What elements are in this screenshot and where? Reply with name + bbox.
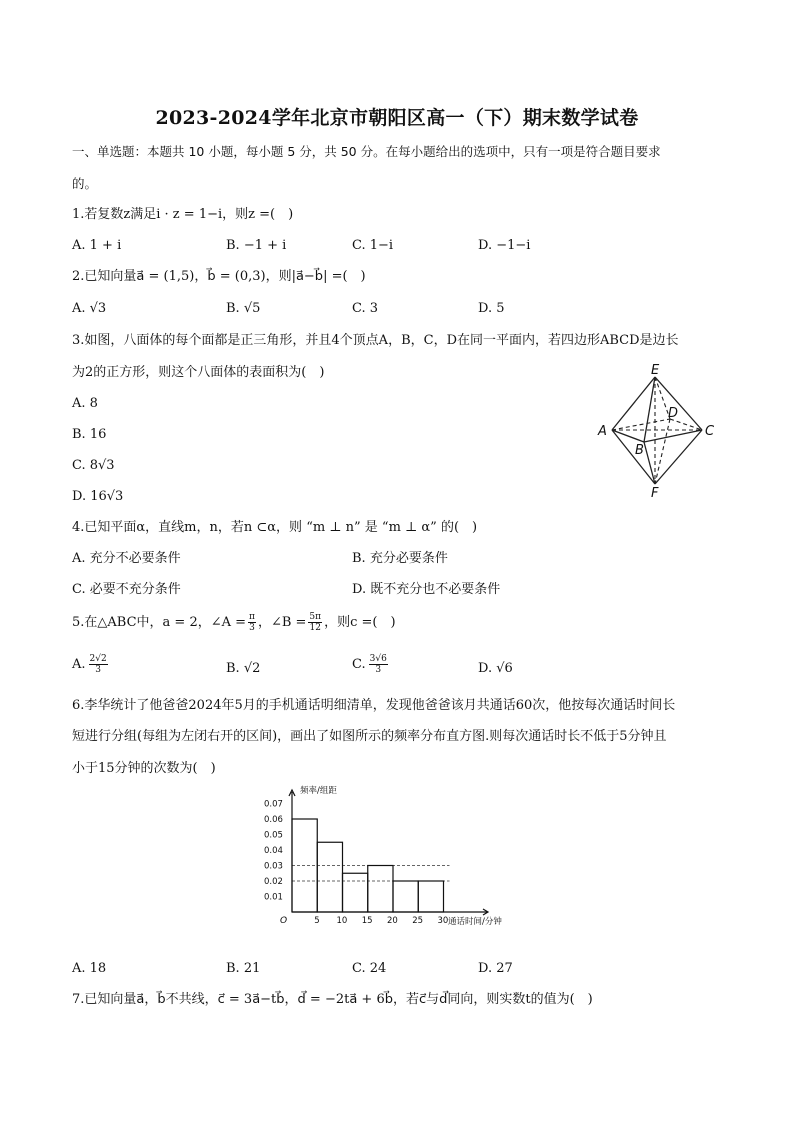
y-tick-label: 0.04 [264, 846, 283, 856]
vertex-label-b: B [635, 443, 644, 458]
q5-option-c-label: C. [352, 656, 366, 672]
q3-option-c[interactable]: C. 8√3 [72, 458, 115, 473]
q2-option-d[interactable]: D. 5 [478, 301, 505, 316]
q5-stem-pre: 5.在△ABC中，a = 2，∠A = [72, 614, 247, 630]
q6-option-c[interactable]: C. 24 [352, 961, 387, 976]
question-6-stem-cont-2: 小于15分钟的次数为( ) [72, 761, 216, 776]
histogram-bar [418, 881, 443, 912]
octahedron-figure [592, 362, 722, 500]
x-tick-label: 25 [412, 916, 424, 926]
x-tick-label: 30 [437, 916, 449, 926]
question-1-stem: 1.若复数z满足i · z = 1−i，则z =( ) [72, 207, 294, 222]
vertex-label-a: A [598, 424, 607, 439]
histogram-bar [317, 842, 342, 912]
q2-option-b[interactable]: B. √5 [226, 301, 261, 316]
q5-option-d-text: √6 [496, 661, 513, 676]
x-tick-label: 10 [336, 916, 348, 926]
question-3-stem-cont: 为2的正方形，则这个八面体的表面积为( ) [72, 365, 325, 380]
q5-option-a[interactable] [72, 654, 108, 675]
histogram-bar [393, 881, 418, 912]
y-tick-label: 0.06 [264, 815, 283, 825]
q4-option-d[interactable]: D. 既不充分也不必要条件 [352, 582, 501, 597]
q6-option-a[interactable]: A. 18 [72, 961, 107, 976]
question-4-stem: 4.已知平面α，直线m，n，若n ⊂α，则 “m ⊥ n” 是 “m ⊥ α” 的( ) [72, 520, 478, 535]
q5-fraction-a [248, 612, 256, 633]
page-title: 2023-2024学年北京市朝阳区高一（下）期末数学试卷 [155, 107, 639, 129]
q5-fraction-b [308, 612, 322, 633]
y-tick-label: 0.07 [264, 799, 283, 810]
y-tick-label: 0.02 [264, 877, 283, 887]
q4-option-b[interactable]: B. 充分必要条件 [352, 551, 448, 566]
q5-frac2-num: 5π [309, 612, 322, 622]
q5-option-a-den: 3 [95, 665, 101, 675]
vertex-label-f: F [651, 486, 659, 500]
q5-option-b-text: √2 [243, 661, 261, 676]
question-7-stem: 7.已知向量a⃗，b⃗不共线，c⃗ = 3a⃗−tb⃗，d⃗ = −2ta⃗ + 6b⃗，若c⃗与d⃗同向，则实数t的值为( ) [72, 992, 593, 1007]
q5-option-a-fraction [89, 654, 108, 675]
q4-option-a[interactable]: A. 充分不必要条件 [72, 551, 181, 566]
q1-option-c[interactable]: C. 1−i [352, 238, 394, 253]
section-heading-cont: 的。 [72, 176, 98, 191]
vertex-label-d: D [668, 406, 679, 421]
q5-option-d-label: D. [478, 661, 493, 676]
histogram-bar [343, 873, 368, 912]
x-axis-title: 通话时间/分钟 [448, 917, 502, 927]
vertex-label-c: C [705, 424, 715, 439]
q6-option-b[interactable]: B. 21 [226, 961, 261, 976]
q5-frac1-den: 3 [249, 623, 255, 633]
histogram-bar [368, 866, 393, 913]
y-axis-title: 频率/组距 [300, 786, 337, 796]
q5-option-a-label: A. [72, 656, 86, 672]
frequency-histogram [262, 782, 512, 932]
question-3-stem: 3.如图，八面体的每个面都是正三角形，并且4个顶点A，B，C，D在同一平面内，若四边形ABCD是边长 [72, 333, 679, 348]
q5-option-b[interactable] [226, 660, 260, 678]
x-tick-label: 20 [387, 916, 398, 926]
q5-option-c-num: 3√6 [369, 654, 387, 664]
q5-option-a-num: 2√2 [89, 654, 107, 664]
q5-stem-mid: ，∠B = [257, 614, 307, 630]
question-6-stem-cont-1: 短进行分组(每组为左闭右开的区间)，画出了如图所示的频率分布直方图.则每次通话时长不低于5分钟且 [72, 729, 667, 744]
question-5-stem [72, 612, 396, 633]
vertex-label-e: E [651, 363, 660, 378]
question-6-stem: 6.李华统计了他爸爸2024年5月的手机通话明细清单，发现他爸爸该月共通话60次，他按每次通话时间长 [72, 698, 676, 713]
x-tick-label: 15 [361, 916, 373, 926]
q2-option-a[interactable]: A. √3 [72, 301, 107, 316]
y-tick-label: 0.05 [264, 830, 283, 841]
q3-option-b[interactable]: B. 16 [72, 427, 107, 442]
q6-option-d[interactable]: D. 27 [478, 961, 513, 976]
q2-option-c[interactable]: C. 3 [352, 301, 379, 316]
q5-frac2-den: 12 [309, 623, 321, 633]
q5-frac1-num: π [249, 612, 255, 622]
q3-option-a[interactable]: A. 8 [72, 396, 98, 411]
section-heading: 一、单选题：本题共 10 小题，每小题 5 分，共 50 分。在每小题给出的选项中，只有一项是符合题目要求 [72, 144, 661, 159]
y-tick-label: 0.03 [264, 861, 283, 872]
q4-option-c[interactable]: C. 必要不充分条件 [72, 582, 181, 597]
q5-option-b-label: B. [226, 661, 240, 676]
q5-option-d[interactable] [478, 660, 513, 678]
q1-option-b[interactable]: B. −1 + i [226, 238, 287, 253]
q5-option-c-den: 3 [375, 665, 382, 675]
y-tick-label: 0.01 [264, 892, 283, 903]
x-tick-label: 5 [314, 916, 320, 926]
q5-option-c-fraction [369, 654, 388, 675]
q5-option-c[interactable] [352, 654, 388, 675]
question-2-stem: 2.已知向量a⃗ = (1,5)，b⃗ = (0,3)，则|a⃗−b⃗| =( ) [72, 269, 366, 284]
q3-option-d[interactable]: D. 16√3 [72, 489, 124, 504]
q5-stem-post: ，则c =( ) [324, 614, 396, 630]
q1-option-d[interactable]: D. −1−i [478, 238, 531, 253]
q1-option-a[interactable]: A. 1 + i [72, 238, 122, 253]
origin-label: O [280, 916, 288, 926]
